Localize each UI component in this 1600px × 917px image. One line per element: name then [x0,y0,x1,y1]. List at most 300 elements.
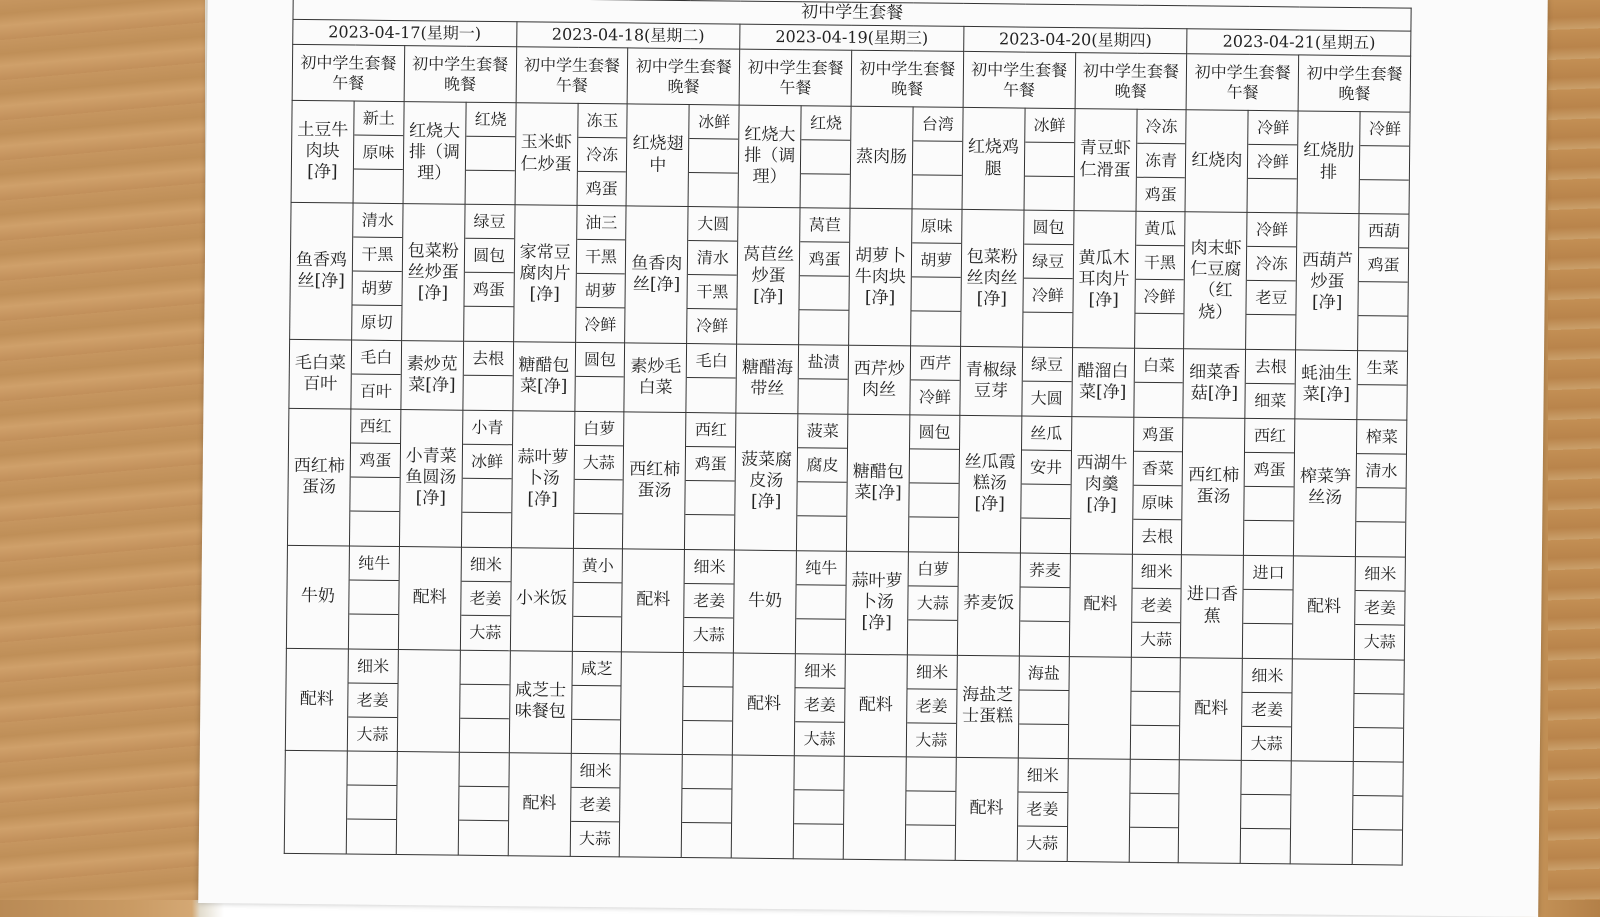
dish-name: 黄瓜木耳肉片[净] [1072,211,1135,349]
ingredient-item: 大蒜 [803,728,836,749]
dish-name: 土豆牛肉块[净] [291,100,354,203]
ingredient-item: 大蒜 [469,622,502,642]
ingredient-item [1130,760,1179,795]
ingredient-item [682,789,731,824]
ingredient-item: 细米 [571,754,620,789]
ingredient-item [797,482,846,517]
dish-name: 菠菜腐皮汤[净] [735,413,798,551]
ingredient-item [571,719,620,753]
ingredient-item [801,174,850,208]
ingredient-item [462,479,511,514]
ingredient-list [798,345,849,414]
ingredient-item: 清水 [353,204,402,239]
table-row [286,545,1405,659]
ingredient-item: 老姜 [1132,589,1181,624]
dish-name: 红烧肉 [1185,109,1248,212]
ingredient-list [463,342,514,411]
ingredient-list [1018,656,1069,759]
date-header: 2023-04-17(星期一) [293,20,517,48]
dish-name: 家常豆腐肉片[净] [513,205,576,343]
dish-name: 配料 [622,549,685,652]
ingredient-item: 干黑 [576,240,625,275]
ingredient-item [574,480,623,515]
ingredient-item: 去根 [464,342,513,377]
ingredient-item [1359,283,1408,318]
ingredient-list [346,751,397,854]
date-header: 2023-04-21(星期五) [1187,29,1411,57]
ingredient-list [907,552,958,655]
ingredient-item [1131,691,1180,726]
ingredient-item: 鸡蛋 [1134,418,1183,453]
ingredient-item [908,620,957,654]
dish-name: 配料 [398,546,461,649]
ingredient-item: 大蒜 [578,829,612,849]
ingredient-list [1136,109,1187,212]
ingredient-list [905,757,956,860]
ingredient-list [352,203,403,340]
ingredient-list [1244,418,1295,555]
ingredient-item: 菠菜 [798,414,847,449]
ingredient-item: 细米 [796,654,845,689]
ingredient-item: 鸡蛋 [1245,453,1294,488]
dish-name [1290,761,1353,864]
ingredient-item [801,140,850,175]
ingredient-item [465,170,514,204]
ingredient-item: 冷鲜 [1023,279,1072,314]
ingredient-item: 冻青 [1136,143,1185,178]
ingredient-list [575,206,626,343]
ingredient-list [793,756,844,859]
ingredient-item [799,380,848,414]
table-row [289,340,1408,420]
ingredient-item: 进口 [1244,556,1293,591]
ingredient-item [460,650,509,685]
ingredient-list [1356,419,1407,556]
ingredient-item [459,821,508,855]
ingredient-list [1022,210,1073,347]
ingredient-item [1241,829,1290,863]
ingredient-item: 鸡蛋 [686,447,735,482]
ingredient-item [1023,313,1072,347]
ingredient-item [1021,518,1070,552]
ingredient-list [571,651,622,754]
table-row [284,751,1403,865]
ingredient-item [1358,385,1407,419]
ingredient-item: 冷冻 [577,138,626,173]
ingredient-item: 纯牛 [797,551,846,586]
ingredient-item [796,585,845,620]
dish-name: 西红柿蛋汤 [623,412,686,550]
ingredient-item [794,824,843,858]
menu-sheet [198,0,1548,917]
meal-header: 初中学生套餐晚餐 [628,48,740,105]
dish-name: 红烧大排（调理） [738,105,801,208]
dish-name: 牛奶 [286,545,349,648]
ingredient-list [682,755,733,858]
ingredient-list [1246,213,1297,350]
dish-name: 糖醋包菜[净] [846,414,909,552]
ingredient-item [682,823,731,857]
ingredient-list [1131,554,1182,657]
ingredient-item: 大圆 [689,207,738,242]
ingredient-item [462,513,511,547]
ingredient-list [906,654,957,757]
ingredient-list [1358,214,1409,351]
ingredient-item: 绿豆 [1023,348,1072,383]
ingredient-item: 大蒜 [1025,833,1059,854]
ingredient-item [350,511,399,545]
ingredient-item [906,758,955,793]
ingredient-item: 丝瓜 [1022,416,1071,451]
table-row [291,100,1410,214]
ingredient-item: 老豆 [1247,281,1296,316]
ingredient-list [688,104,739,207]
ingredient-item: 老姜 [571,788,620,823]
ingredient-item: 百叶 [359,382,393,402]
ingredient-item [1354,762,1403,797]
dish-name: 配料 [844,654,907,757]
ingredient-list [1019,553,1070,656]
dish-name: 蚝油生菜[净] [1295,350,1358,419]
dish-name [731,755,794,858]
ingredient-item: 冷鲜 [918,387,952,408]
dish-name [1067,759,1130,862]
dish-name: 配料 [1069,553,1132,656]
dish-name: 配料 [732,653,795,756]
ingredient-item: 老姜 [348,683,397,718]
ingredient-list [348,546,399,649]
dish-name: 配料 [285,648,348,751]
ingredient-item [1020,621,1069,655]
ingredient-item [683,755,732,790]
ingredient-item: 胡萝 [912,244,961,279]
ingredient-item: 毛白 [687,344,736,379]
ingredient-item: 新土 [354,101,403,136]
dish-name: 青豆虾仁滑蛋 [1074,108,1137,211]
dish-name: 西芹炒肉丝 [848,346,911,415]
ingredient-list [797,414,848,551]
ingredient-item: 大圆 [1030,389,1063,409]
dish-name: 包菜粉丝肉丝[净] [960,210,1023,348]
ingredient-item: 干黑 [688,275,737,310]
ingredient-item: 冰鲜 [462,445,511,480]
ingredient-list [684,549,735,652]
meal-header: 初中学生套餐晚餐 [851,51,963,108]
ingredient-item: 细米 [1243,658,1292,693]
ingredient-list [683,652,734,755]
dish-name: 配料 [1293,556,1356,659]
ingredient-list [685,412,736,549]
ingredient-item [1130,725,1179,759]
ingredient-item: 老姜 [795,688,844,723]
ingredient-item [1134,383,1183,417]
ingredient-item: 原切 [360,313,393,333]
ingredient-item [683,721,732,755]
ingredient-item: 红烧 [466,102,515,137]
ingredient-item [911,312,960,346]
ingredient-item: 清水 [1357,454,1406,489]
ingredient-item [1135,314,1184,348]
ingredient-item: 鸡蛋 [1144,184,1177,204]
ingredient-item: 生菜 [1358,351,1407,386]
ingredient-item [463,376,512,410]
ingredient-item: 细菜 [1254,391,1287,411]
ingredient-item [687,378,736,412]
ingredient-item: 油三 [577,206,626,241]
ingredient-item: 黄瓜 [1136,212,1185,247]
dish-name: 牛奶 [734,550,797,653]
ingredient-item: 冷鲜 [1248,145,1297,180]
ingredient-item: 细米 [1132,555,1181,590]
ingredient-item: 鸡蛋 [585,178,618,199]
ingredient-list [1355,556,1406,659]
ingredient-list [1241,761,1292,864]
ingredient-item: 榨菜 [1357,420,1406,455]
dish-name: 蒜叶萝卜汤[净] [511,411,574,549]
ingredient-item [572,617,621,651]
ingredient-list [912,107,963,210]
dish-name: 西葫芦炒蛋[净] [1296,213,1359,351]
ingredient-item: 圆包 [910,415,959,450]
ingredient-item [459,753,508,788]
ingredient-list [1245,350,1296,419]
dish-name [1068,656,1131,759]
dish-name: 莴苣丝炒蛋[净] [737,207,800,345]
dish-name: 素炒毛白菜 [624,343,687,412]
ingredient-item: 冷冻 [1137,109,1186,144]
ingredient-item: 细米 [1356,557,1405,592]
ingredient-item: 老姜 [461,581,510,616]
ingredient-item [689,173,738,207]
dish-name [397,649,460,752]
ingredient-item: 莴苣 [800,209,849,244]
ingredient-item [911,278,960,313]
ingredient-item [795,756,844,791]
ingredient-item: 荞麦 [1020,553,1069,588]
ingredient-item [1021,484,1070,519]
ingredient-list [465,102,516,205]
dish-name: 细菜香菇[净] [1183,349,1246,418]
ingredient-item [464,307,513,341]
ingredient-list [1247,110,1298,213]
ingredient-item [689,139,738,174]
ingredient-item: 老姜 [907,689,956,724]
ingredient-item [1129,828,1178,862]
ingredient-item: 干黑 [1135,246,1184,281]
dish-name: 小青菜鱼圆汤[净] [399,409,462,547]
ingredient-item: 咸芝 [572,651,621,686]
dish-name [1179,760,1242,863]
ingredient-item: 西红 [686,413,735,448]
ingredient-item [794,790,843,825]
dish-name: 毛白菜百叶 [289,340,352,409]
ingredient-item [1356,488,1405,523]
ingredient-item: 胡萝 [576,274,625,309]
ingredient-item: 毛白 [352,341,401,376]
dish-name [1291,658,1354,761]
date-header: 2023-04-20(星期四) [963,27,1187,55]
ingredient-item: 西红 [351,409,400,444]
ingredient-list [458,752,509,855]
ingredient-list [573,411,624,548]
wood-table-right [1548,0,1600,900]
dish-name: 鱼香肉丝[净] [625,206,688,344]
ingredient-item: 鸡蛋 [800,243,849,278]
ingredient-item [574,514,623,548]
ingredient-item: 细米 [907,655,956,690]
ingredient-item [575,377,624,411]
ingredient-item: 圆包 [465,239,514,274]
ingredient-item [347,752,396,787]
meal-header: 初中学生套餐晚餐 [404,46,516,103]
ingredient-item [1244,521,1293,555]
ingredient-list [1020,416,1071,553]
ingredient-item [906,826,955,860]
ingredient-item [1353,796,1402,831]
dish-name: 蒜叶萝卜汤[净] [845,551,908,654]
ingredient-list [1243,555,1294,658]
wood-table-left [0,0,205,900]
ingredient-item: 原味 [912,210,961,245]
ingredient-list [794,653,845,756]
ingredient-item: 冷鲜 [1360,112,1409,147]
ingredient-item [1355,660,1404,695]
meal-header: 初中学生套餐午餐 [1186,54,1298,111]
ingredient-item [906,792,955,827]
dish-name: 红烧鸡腿 [962,107,1025,210]
dish-name: 进口香蕉 [1181,555,1244,658]
dish-name: 糖醋包菜[净] [512,342,575,411]
ingredient-list [1129,759,1180,862]
meal-header: 初中学生套餐晚餐 [1298,55,1410,112]
ingredient-item [350,477,399,512]
ingredient-item: 海盐 [1019,656,1068,691]
ingredient-item [1245,487,1294,522]
ingredient-item [800,277,849,312]
ingredient-item: 细米 [1018,759,1067,794]
ingredient-item: 鸡蛋 [1359,249,1408,284]
dish-name [843,756,906,859]
ingredient-item: 白萝 [909,552,958,587]
ingredient-item: 干黑 [353,238,402,273]
dish-name: 糖醋海带丝 [736,344,799,413]
ingredient-item: 西红 [1245,419,1294,454]
ingredient-item [572,685,621,720]
ingredient-item [1356,522,1405,556]
ingredient-item: 老姜 [1355,591,1404,626]
meal-header: 初中学生套餐午餐 [292,45,404,102]
ingredient-item [799,311,848,345]
ingredient-item: 去根 [1246,350,1295,385]
ingredient-item: 圆包 [1024,211,1073,246]
ingredient-item [349,580,398,615]
ingredient-item [354,169,403,203]
ingredient-item [1353,830,1402,864]
ingredient-item: 西葫 [1359,215,1408,250]
ingredient-item [1130,794,1179,829]
ingredient-item: 细米 [349,649,398,684]
ingredient-item: 冷鲜 [1135,280,1184,315]
ingredient-item: 大蒜 [1139,629,1173,649]
ingredient-item [1354,694,1403,729]
ingredient-item [910,449,959,484]
menu-table [284,0,1412,866]
ingredient-item [347,820,396,854]
dish-name: 西湖牛肉羹[净] [1070,416,1133,554]
dish-name: 榨菜笋丝汤 [1294,419,1357,557]
ingredient-item [1242,761,1291,796]
ingredient-item [1360,180,1409,214]
dish-name: 海盐芝士蛋糕 [956,655,1019,758]
ingredient-item [797,516,846,550]
dish-name: 荞麦饭 [957,552,1020,655]
ingredient-list [910,346,961,415]
ingredient-item: 老姜 [1243,692,1292,727]
ingredient-item: 大蒜 [915,729,948,750]
ingredient-list [908,415,959,552]
ingredient-item [909,483,958,518]
dish-name: 咸芝士味餐包 [509,650,572,753]
ingredient-item: 冰鲜 [1025,108,1074,143]
ingredient-item [684,687,733,722]
ingredient-item [466,136,515,171]
ingredient-list [1134,212,1185,349]
ingredient-item [796,619,845,653]
ingredient-item [1358,316,1407,350]
ingredient-list [796,551,847,654]
ingredient-item [1131,657,1180,692]
ingredient-list [572,548,623,651]
ingredient-item: 大蒜 [692,624,725,645]
ingredient-item: 大蒜 [1250,733,1283,753]
ingredient-item: 老姜 [685,584,734,619]
ingredient-item: 原味 [1133,486,1182,521]
ingredient-list [1130,657,1181,760]
ingredient-item [460,718,509,752]
ingredient-list [1022,347,1073,416]
ingredient-item: 鸡蛋 [464,273,513,308]
ingredient-item: 大蒜 [908,586,957,621]
ingredient-list [577,103,628,206]
ingredient-item: 冰鲜 [690,105,739,140]
dish-name: 蒸肉肠 [850,106,913,209]
ingredient-list [570,754,621,857]
ingredient-item: 大蒜 [574,446,623,481]
ingredient-list [687,207,738,344]
ingredient-item: 去根 [1140,526,1174,546]
ingredient-item [460,684,509,719]
dish-name: 配料 [508,753,571,856]
dish-name: 包菜粉丝炒蛋[净] [401,204,464,342]
ingredient-item: 圆包 [575,343,624,378]
ingredient-list [1242,658,1293,761]
ingredient-item: 细米 [685,550,734,585]
meal-header: 初中学生套餐午餐 [739,49,851,106]
ingredient-item [349,614,398,648]
ingredient-item [1248,179,1297,213]
ingredient-item: 安井 [1021,450,1070,485]
dish-name [284,751,347,854]
ingredient-item [1246,315,1295,349]
ingredient-list [911,209,962,346]
ingredient-item: 白萝 [575,412,624,447]
ingredient-list [347,649,398,752]
ingredient-list [574,343,625,412]
ingredient-item: 红烧 [801,106,850,141]
ingredient-item: 白菜 [1134,349,1183,384]
ingredient-item: 纯牛 [350,546,399,581]
ingredient-list [1352,762,1403,865]
